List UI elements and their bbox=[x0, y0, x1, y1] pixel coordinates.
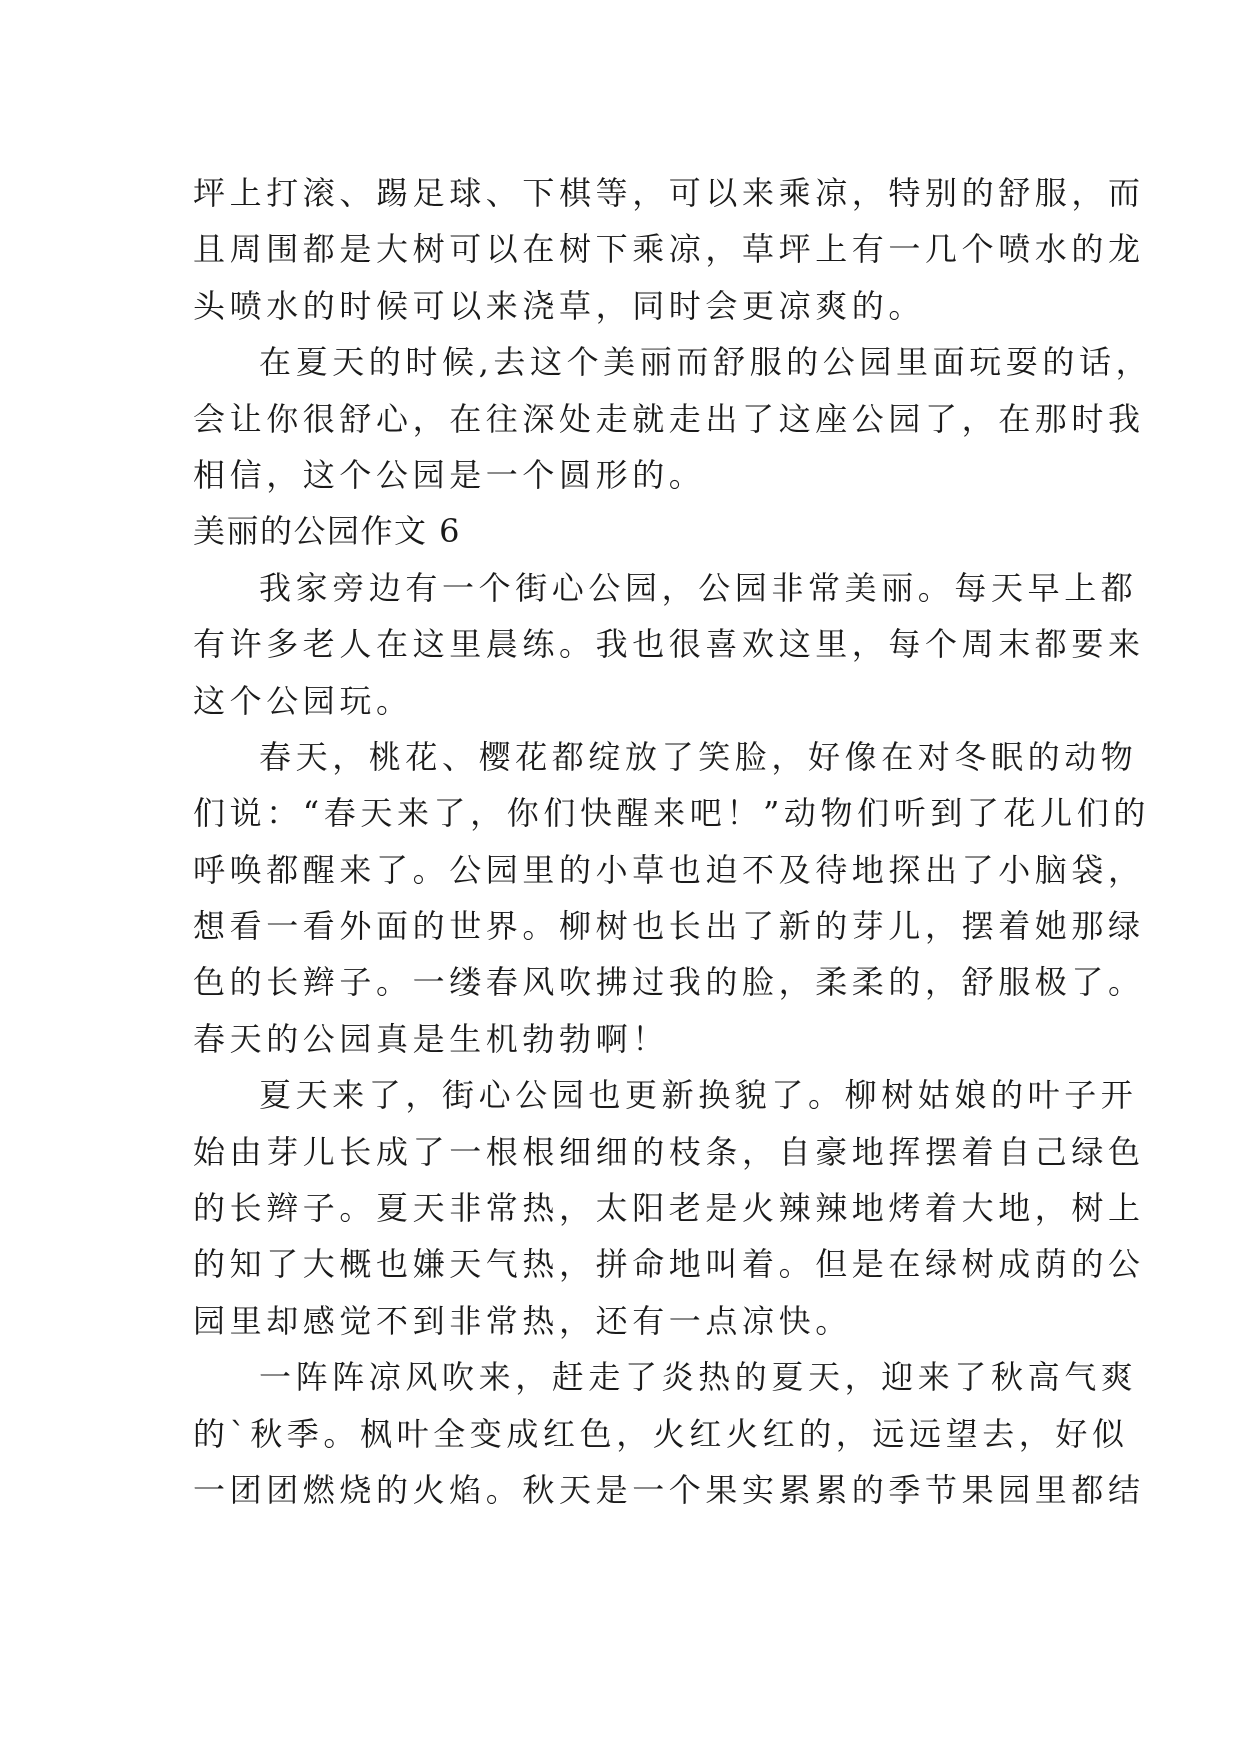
text-line: 相信，这个公园是一个圆形的。 bbox=[193, 455, 706, 494]
text-line: 始由芽儿长成了一根根细细的枝条，自豪地挥摆着自己绿色 bbox=[193, 1132, 1145, 1171]
text-line: 一团团燃烧的火焰。秋天是一个果实累累的季节果园里都结 bbox=[193, 1470, 1145, 1509]
text-line: 我家旁边有一个街心公园，公园非常美丽。每天早上都 bbox=[259, 568, 1138, 607]
text-line: 夏天来了，街心公园也更新换貌了。柳树姑娘的叶子开 bbox=[259, 1076, 1138, 1115]
text-line: 春天，桃花、樱花都绽放了笑脸，好像在对冬眠的动物 bbox=[259, 737, 1138, 776]
section-heading: 美丽的公园作文 6 bbox=[193, 512, 462, 551]
text-line: 春天的公园真是生机勃勃啊！ bbox=[193, 1019, 669, 1058]
text-line: 们说：“春天来了，你们快醒来吧！”动物们听到了花儿们的 bbox=[193, 794, 1150, 833]
article-body bbox=[193, 165, 1153, 1518]
text-line: 在夏天的时候,去这个美丽而舒服的公园里面玩耍的话， bbox=[259, 343, 1153, 382]
text-line: 且周围都是大树可以在树下乘凉，草坪上有一几个喷水的龙 bbox=[193, 230, 1145, 269]
text-line: 色的长辫子。一缕春风吹拂过我的脸，柔柔的，舒服极了。 bbox=[193, 963, 1145, 1002]
text-line: 有许多老人在这里晨练。我也很喜欢这里，每个周末都要来 bbox=[193, 625, 1145, 664]
text-line: 呼唤都醒来了。公园里的小草也迫不及待地探出了小脑袋， bbox=[193, 850, 1145, 889]
text-line: 想看一看外面的世界。柳树也长出了新的芽儿，摆着她那绿 bbox=[193, 907, 1145, 946]
text-line: 坪上打滚、踢足球、下棋等，可以来乘凉，特别的舒服，而 bbox=[193, 174, 1145, 212]
text-line: 这个公园玩。 bbox=[193, 681, 413, 720]
text-line: 的知了大概也嫌天气热，拼命地叫着。但是在绿树成荫的公 bbox=[193, 1245, 1145, 1284]
text-line: 一阵阵凉风吹来，赶走了炎热的夏天，迎来了秋高气爽 bbox=[259, 1358, 1138, 1397]
text-line: 头喷水的时候可以来浇草，同时会更凉爽的。 bbox=[193, 286, 926, 325]
text-line: 会让你很舒心，在往深处走就走出了这座公园了，在那时我 bbox=[193, 399, 1145, 438]
text-line: 的`秋季。枫叶全变成红色，火红火红的，远远望去，好似 bbox=[193, 1414, 1129, 1453]
text-line: 园里却感觉不到非常热，还有一点凉快。 bbox=[193, 1301, 852, 1340]
text-line: 的长辫子。夏天非常热，太阳老是火辣辣地烤着大地，树上 bbox=[193, 1189, 1145, 1228]
